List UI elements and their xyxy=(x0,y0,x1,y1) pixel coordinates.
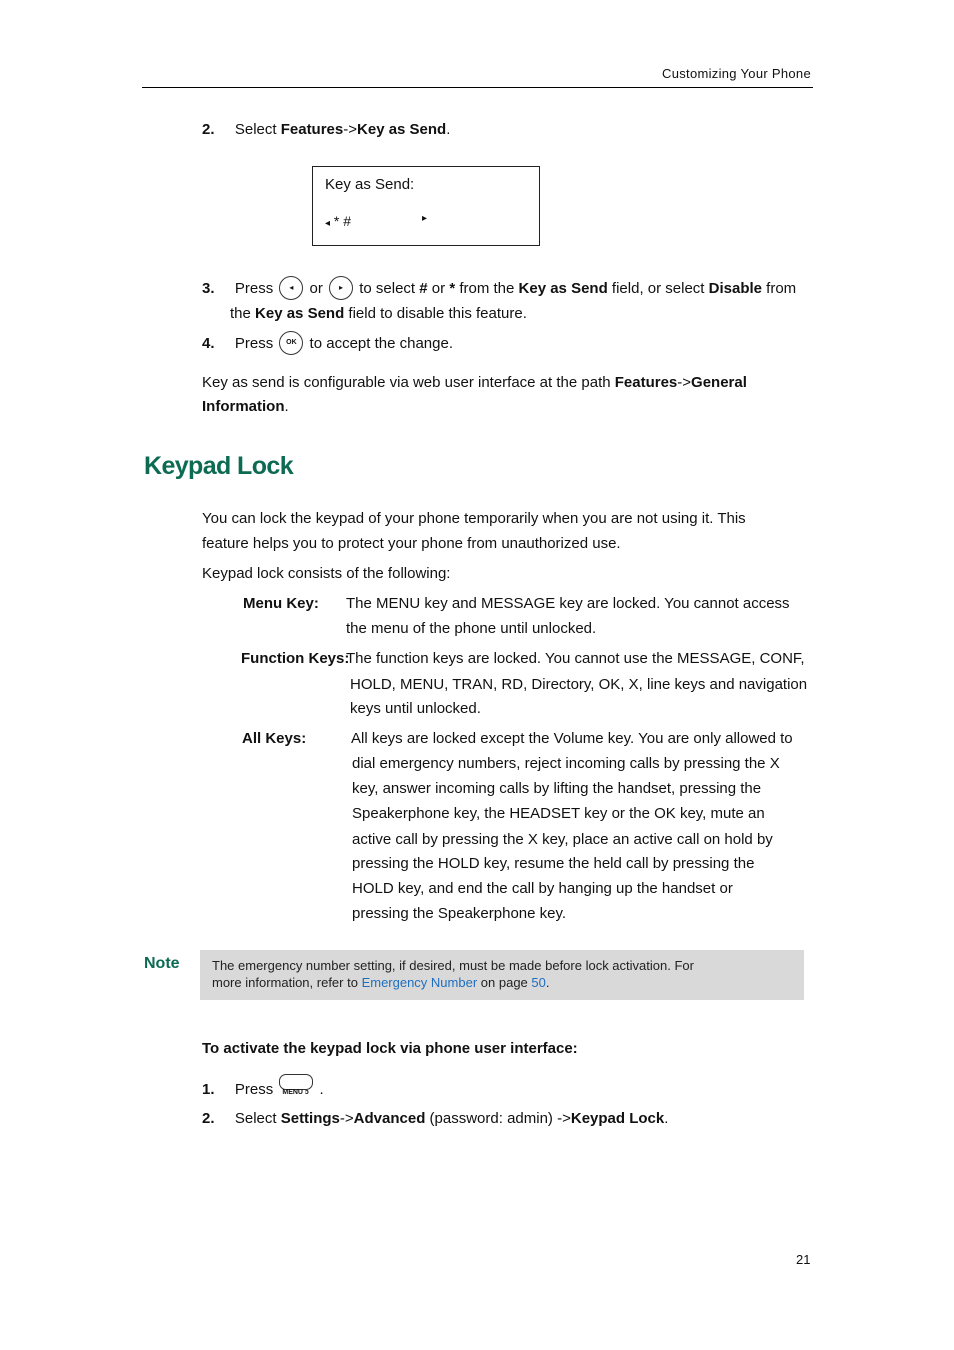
page-link[interactable]: 50 xyxy=(531,975,546,990)
right-key-icon: ▸ xyxy=(329,276,353,300)
procedure-step-1 xyxy=(202,1077,324,1102)
path-arrow: -> xyxy=(343,121,358,138)
path-key-as-send: Key as Send xyxy=(357,121,447,138)
definition-term: Menu Key: xyxy=(243,595,319,612)
menu-key-label: MENU ↄ xyxy=(282,1089,309,1097)
period: . xyxy=(446,121,451,138)
left-arrow-icon: ◂ xyxy=(325,218,331,229)
definition-line: All keys are locked except the Volume key. You are only allowed to xyxy=(351,730,793,747)
field-name: Key as Send xyxy=(255,305,345,322)
definition-line: HOLD, MENU, TRAN, RD, Directory, OK, X, line keys and navigation xyxy=(350,676,808,693)
definition-line: The MENU key and MESSAGE key are locked. You cannot access xyxy=(346,595,790,612)
procedure-step-2 xyxy=(202,1106,668,1131)
path-advanced: Advanced xyxy=(353,1110,426,1127)
intro-line-1: You can lock the keypad of your phone temporarily when you are not using it. This xyxy=(202,510,746,527)
step-number: 4. xyxy=(202,335,215,352)
page-number: 21 xyxy=(796,1252,811,1267)
definition-term: All Keys: xyxy=(242,730,307,747)
step-number: 1. xyxy=(202,1081,215,1098)
menu-key-icon xyxy=(279,1074,313,1098)
definition-line: keys until unlocked. xyxy=(350,700,481,717)
path-arrow: -> xyxy=(339,1110,354,1127)
note-box xyxy=(200,950,804,1000)
step-text: or xyxy=(309,280,323,297)
running-header: Customizing Your Phone xyxy=(662,66,811,81)
step-number: 3. xyxy=(202,280,215,297)
section-title: Keypad Lock xyxy=(144,452,294,480)
lcd-title: Key as Send: xyxy=(325,176,415,193)
star-symbol: * xyxy=(449,280,456,297)
step-text: Press xyxy=(234,1081,274,1098)
note-text: more information, refer to xyxy=(212,975,362,990)
password-hint: (password: admin) xyxy=(425,1110,558,1127)
lcd-value: * # xyxy=(330,213,352,229)
step-text: Select xyxy=(234,1110,281,1127)
step-text: the xyxy=(230,305,251,322)
definition-line: Speakerphone key, the HEADSET key or the OK key, mute an xyxy=(352,805,765,822)
step-text: from xyxy=(766,280,797,297)
step-text: or xyxy=(431,280,446,297)
lcd-screen xyxy=(312,166,540,246)
lcd-value-row xyxy=(325,213,525,229)
header-rule xyxy=(142,87,813,88)
definition-line: pressing the HOLD key, resume the held call by pressing the xyxy=(352,855,755,872)
step-4 xyxy=(202,331,453,356)
period: . xyxy=(319,1081,324,1098)
disable-option: Disable xyxy=(708,280,762,297)
step-text: field to disable this feature. xyxy=(348,305,527,322)
period: . xyxy=(284,398,289,415)
step-text: to accept the change. xyxy=(309,335,453,352)
ok-key-icon: OK xyxy=(279,331,303,355)
definition-line: key, answer incoming calls by lifting the handset, pressing the xyxy=(352,780,762,797)
path-arrow: -> xyxy=(677,374,692,391)
note-line-1: The emergency number setting, if desired, must be made before lock activation. For xyxy=(212,958,694,973)
intro-line-3: Keypad lock consists of the following: xyxy=(202,565,451,582)
step-number: 2. xyxy=(202,121,215,138)
web-config-note xyxy=(202,370,747,395)
definition-line: the menu of the phone until unlocked. xyxy=(346,620,597,637)
procedure-title: To activate the keypad lock via phone user interface: xyxy=(202,1040,578,1057)
definition-term: Function Keys: xyxy=(241,650,350,667)
definition-line: The function keys are locked. You cannot use the MESSAGE, CONF, xyxy=(346,650,805,667)
web-config-note-line-2 xyxy=(202,394,289,419)
step-text: Press xyxy=(234,280,274,297)
path-features: Features xyxy=(614,374,678,391)
definition-line: pressing the Speakerphone key. xyxy=(352,905,567,922)
definition-line: dial emergency numbers, reject incoming calls by pressing the X xyxy=(352,755,780,772)
step-3 xyxy=(202,276,796,301)
definition-line: active call by pressing the X key, place an active call on hold by xyxy=(352,831,773,848)
step-text: to select xyxy=(359,280,416,297)
hash-symbol: # xyxy=(419,280,428,297)
note-label: Note xyxy=(144,955,180,972)
period: . xyxy=(545,975,550,990)
paragraph-text: Key as send is configurable via web user interface at the path xyxy=(202,374,615,391)
step-number: 2. xyxy=(202,1110,215,1127)
left-key-icon: ◂ xyxy=(279,276,303,300)
step-text: Select xyxy=(234,121,281,138)
step-3-line-2 xyxy=(230,301,527,326)
right-arrow-icon: ▸ xyxy=(422,213,428,224)
step-text: field, or select xyxy=(611,280,705,297)
definition-line: HOLD key, and end the call by hanging up the handset or xyxy=(352,880,733,897)
period: . xyxy=(664,1110,669,1127)
path-arrow: -> xyxy=(557,1110,571,1127)
path-settings: Settings xyxy=(280,1110,340,1127)
step-text: from the xyxy=(459,280,515,297)
field-name: Key as Send xyxy=(518,280,608,297)
note-line-2 xyxy=(212,974,549,991)
path-general: General xyxy=(691,374,747,391)
step-2 xyxy=(202,117,450,142)
path-keypad-lock: Keypad Lock xyxy=(570,1110,665,1127)
emergency-number-link[interactable]: Emergency Number xyxy=(361,975,478,990)
path-features: Features xyxy=(280,121,344,138)
step-text: Press xyxy=(234,335,274,352)
path-information: Information xyxy=(202,398,285,415)
note-text: on page xyxy=(477,975,532,990)
intro-line-2: feature helps you to protect your phone from unauthorized use. xyxy=(202,535,621,552)
